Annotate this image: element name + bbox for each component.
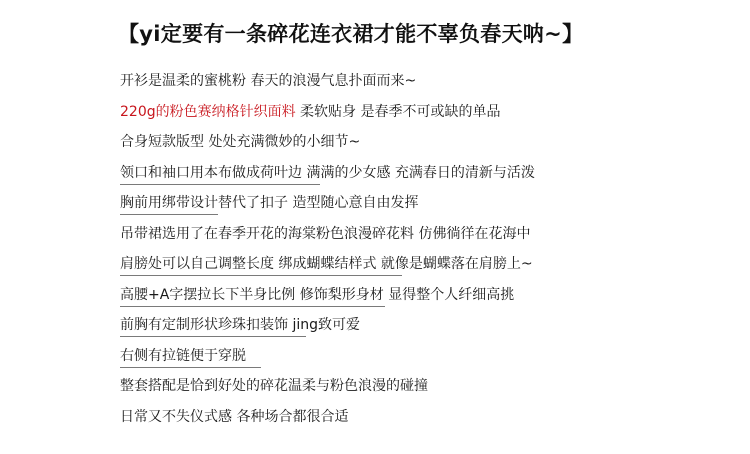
line-text: 柔软贴身 是春季不可或缺的单品: [295, 103, 501, 120]
underline-rule: [120, 214, 218, 215]
underline-rule: [120, 184, 320, 185]
description-line: [120, 285, 740, 316]
line-text: 肩膀处可以自己调整长度 绑成蝴蝶结样式 就像是蝴蝶落在肩膀上~: [120, 256, 533, 272]
description-line: [120, 407, 740, 438]
description-line: [120, 193, 740, 224]
line-text: 日常又不失仪式感 各种场合都很合适: [120, 408, 349, 425]
description-line: [120, 224, 740, 255]
line-text: 胸前用绑带设计替代了扣子 造型随心意自由发挥: [120, 195, 419, 211]
description-line: [120, 346, 740, 377]
description-line: [120, 132, 740, 163]
description-line: [120, 163, 740, 194]
description-line: [120, 254, 740, 285]
description-list: [120, 71, 740, 437]
underline-rule: [120, 367, 261, 368]
description-line: [120, 102, 740, 133]
page-title: 【yi定要有一条碎花连衣裙才能不辜负春天呐~】: [118, 22, 584, 46]
description-line: [120, 71, 740, 102]
underline-rule: [120, 275, 402, 276]
description-line: [120, 315, 740, 346]
description-line: [120, 376, 740, 407]
underline-rule: [120, 306, 385, 307]
line-text: 高腰+A字摆拉长下半身比例 修饰梨形身材 显得整个人纤细高挑: [120, 286, 515, 303]
line-text: 前胸有定制形状珍珠扣装饰 jing致可爱: [120, 317, 360, 333]
fabric-highlight: 220g的粉色赛纳格针织面料: [120, 103, 296, 120]
line-text: 开衫是温柔的蜜桃粉 春天的浪漫气息扑面而来~: [120, 73, 417, 89]
line-text: 右侧有拉链便于穿脱: [120, 347, 246, 364]
line-text: 整套搭配是恰到好处的碎花温柔与粉色浪漫的碰撞: [120, 378, 428, 394]
underline-rule: [120, 336, 306, 337]
line-text: 领口和袖口用本布做成荷叶边 满满的少女感 充满春日的清新与活泼: [120, 164, 535, 181]
line-text: 吊带裙选用了在春季开花的海棠粉色浪漫碎花料 仿佛徜徉在花海中: [120, 225, 531, 242]
line-text: 合身短款版型 处处充满微妙的小细节~: [120, 134, 361, 150]
